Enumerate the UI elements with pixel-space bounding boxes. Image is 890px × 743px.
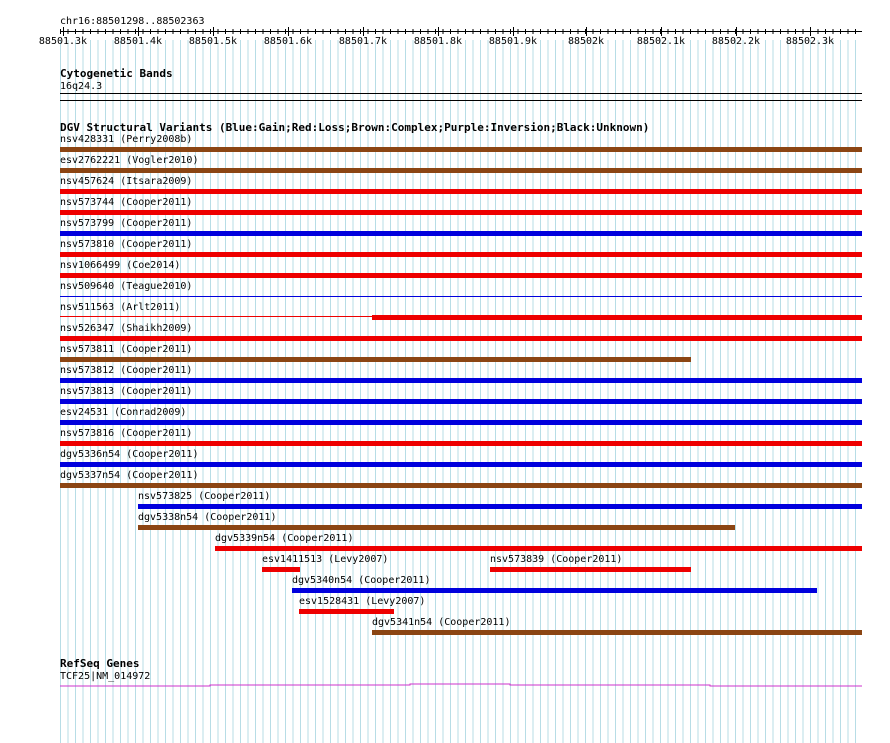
variant-bar[interactable] [215, 546, 862, 551]
variant-bar[interactable] [60, 336, 862, 341]
cytoband-title[interactable]: Cytogenetic Bands [60, 67, 173, 80]
variant-label[interactable]: nsv1066499 (Coe2014) [60, 260, 181, 271]
ruler-tick-label: 88502.2k [711, 36, 761, 47]
variant-label[interactable]: nsv511563 (Arlt2011) [60, 302, 181, 313]
variant-label[interactable]: dgv5340n54 (Cooper2011) [292, 575, 431, 586]
variant-label[interactable]: dgv5338n54 (Cooper2011) [138, 512, 277, 523]
cytoband-line-lower [60, 100, 862, 101]
cytoband-label: 16q24.3 [60, 81, 103, 92]
ruler-tick-label: 88501.4k [113, 36, 163, 47]
variant-bar[interactable] [60, 378, 862, 383]
variant-bar-thin[interactable] [60, 316, 372, 317]
variant-bar[interactable] [138, 504, 862, 509]
variant-label[interactable]: nsv573799 (Cooper2011) [60, 218, 193, 229]
ruler-tick-label: 88501.5k [188, 36, 238, 47]
variant-bar[interactable] [138, 525, 735, 530]
variant-bar[interactable] [60, 252, 862, 257]
variant-bar[interactable] [60, 189, 862, 194]
variant-label[interactable]: nsv573811 (Cooper2011) [60, 344, 193, 355]
variant-label[interactable]: nsv457624 (Itsara2009) [60, 176, 193, 187]
variant-bar[interactable] [60, 462, 862, 467]
ruler-tick-label: 88502.3k [785, 36, 835, 47]
variant-bar[interactable] [60, 483, 862, 488]
variant-label[interactable]: esv24531 (Conrad2009) [60, 407, 187, 418]
variant-label[interactable]: nsv573839 (Cooper2011) [490, 554, 623, 565]
variant-bar[interactable] [60, 147, 862, 152]
dgv-track-title[interactable]: DGV Structural Variants (Blue:Gain;Red:Loss;Brown:Complex;Purple:Inversion;Black:Unknown) [60, 121, 650, 134]
ruler-tick-label: 88501.8k [413, 36, 463, 47]
variant-label[interactable]: nsv573810 (Cooper2011) [60, 239, 193, 250]
ruler-tick-label: 88501.7k [338, 36, 388, 47]
variant-bar[interactable] [60, 210, 862, 215]
variant-bar[interactable] [262, 567, 300, 572]
variant-bar[interactable] [299, 609, 394, 614]
variant-bar[interactable] [60, 399, 862, 404]
refseq-track-title[interactable]: RefSeq Genes [60, 657, 140, 670]
variant-bar[interactable] [490, 567, 691, 572]
ruler-tick-label: 88502k [567, 36, 605, 47]
ruler-tick-label: 88501.3k [38, 36, 88, 47]
variant-bar[interactable] [372, 630, 862, 635]
variant-label[interactable]: nsv428331 (Perry2008b) [60, 134, 193, 145]
cytoband-line[interactable] [60, 93, 862, 94]
ruler-tick-label: 88501.9k [488, 36, 538, 47]
refseq-gene-model[interactable] [0, 676, 890, 692]
variant-label[interactable]: nsv573744 (Cooper2011) [60, 197, 193, 208]
variant-label[interactable]: nsv573813 (Cooper2011) [60, 386, 193, 397]
variant-label[interactable]: nsv573812 (Cooper2011) [60, 365, 193, 376]
variant-label[interactable]: esv2762221 (Vogler2010) [60, 155, 199, 166]
variant-bar[interactable] [60, 441, 862, 446]
variant-label[interactable]: dgv5337n54 (Cooper2011) [60, 470, 199, 481]
variant-label[interactable]: nsv509640 (Teague2010) [60, 281, 193, 292]
variant-bar[interactable] [60, 357, 691, 362]
variant-bar[interactable] [292, 588, 817, 593]
variant-label[interactable]: esv1411513 (Levy2007) [262, 554, 389, 565]
variant-bar[interactable] [60, 231, 862, 236]
variant-label[interactable]: dgv5336n54 (Cooper2011) [60, 449, 199, 460]
variant-label[interactable]: dgv5339n54 (Cooper2011) [215, 533, 354, 544]
variant-label[interactable]: esv1528431 (Levy2007) [299, 596, 426, 607]
variant-bar[interactable] [60, 168, 862, 173]
variant-bar[interactable] [372, 315, 862, 320]
region-label: chr16:88501298..88502363 [60, 16, 205, 27]
ruler-tick-label: 88501.6k [263, 36, 313, 47]
variant-label[interactable]: dgv5341n54 (Cooper2011) [372, 617, 511, 628]
variant-bar[interactable] [60, 273, 862, 278]
refseq-gene-label[interactable]: TCF25|NM_014972 [60, 671, 151, 682]
variant-label[interactable]: nsv573825 (Cooper2011) [138, 491, 271, 502]
variant-bar[interactable] [60, 420, 862, 425]
ruler-tick-label: 88502.1k [636, 36, 686, 47]
variant-label[interactable]: nsv526347 (Shaikh2009) [60, 323, 193, 334]
variant-label[interactable]: nsv573816 (Cooper2011) [60, 428, 193, 439]
variant-bar[interactable] [60, 296, 862, 297]
